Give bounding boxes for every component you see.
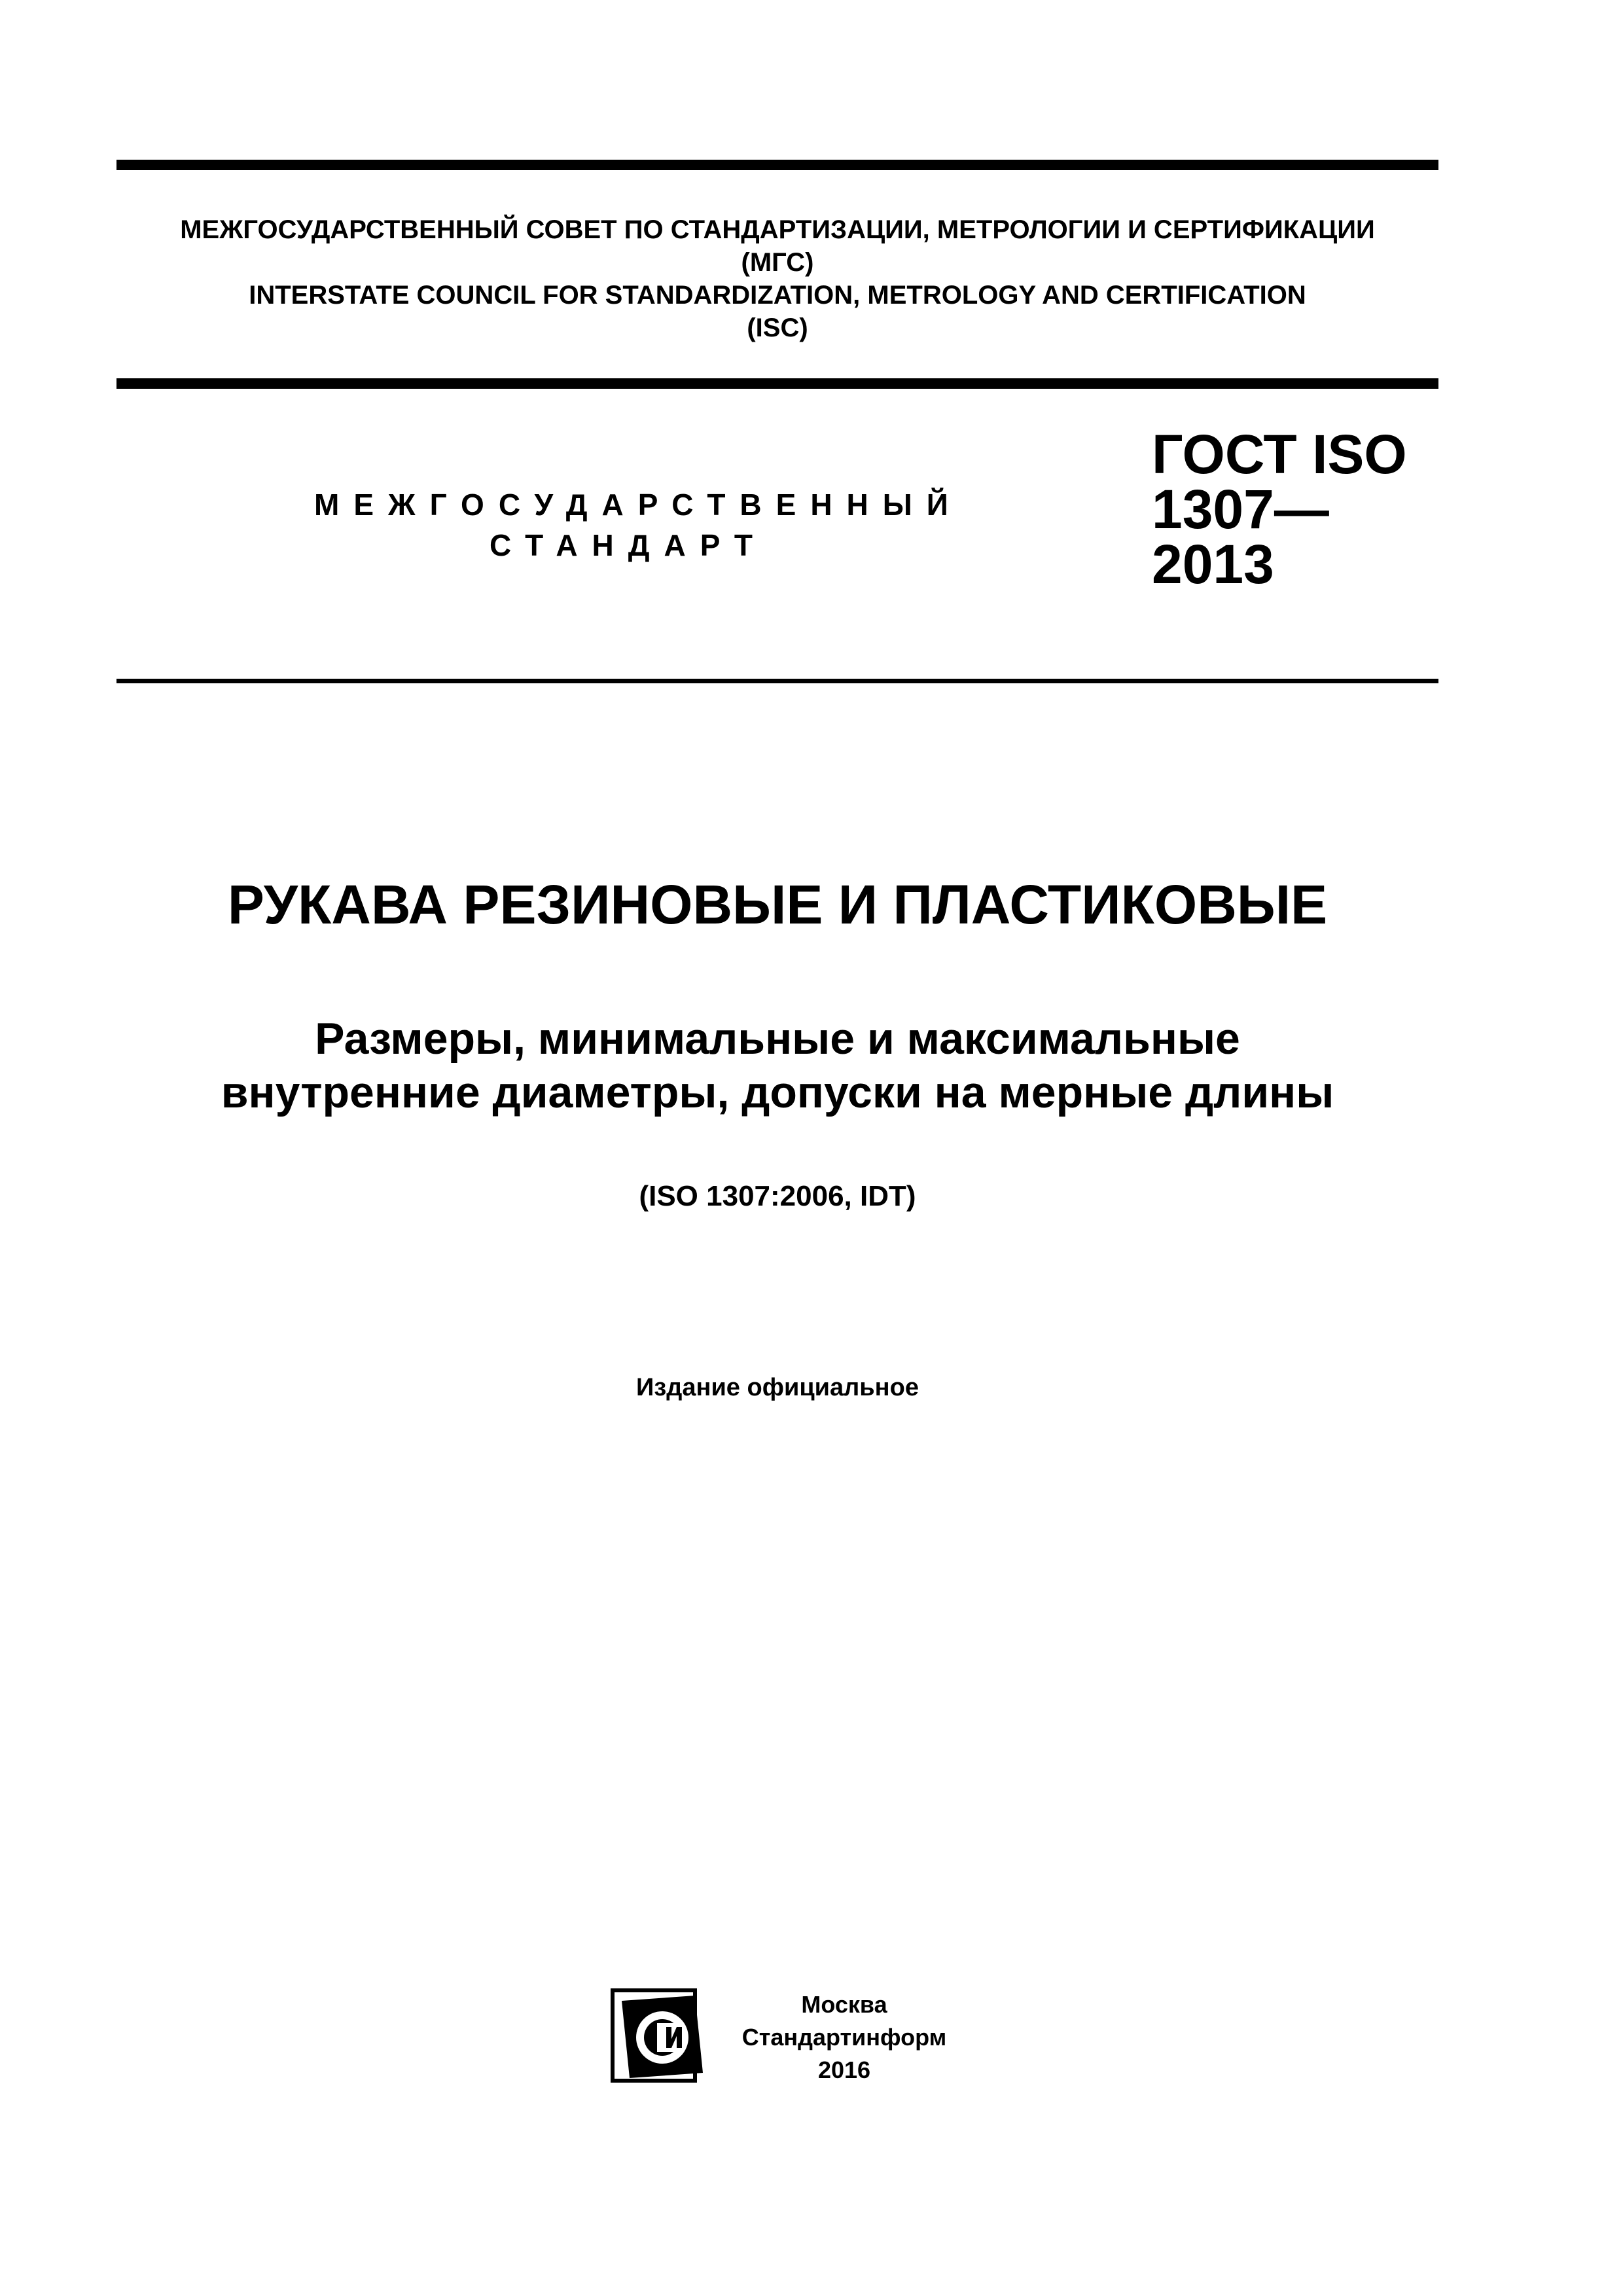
edition-note: Издание официальное <box>636 1374 919 1401</box>
standartinform-logo-icon <box>609 1986 707 2085</box>
standard-type-line1: МЕЖГОСУДАРСТВЕННЫЙ <box>314 488 963 522</box>
publisher-imprint <box>720 1988 969 2087</box>
document-title: РУКАВА РЕЗИНОВЫЕ И ПЛАСТИКОВЫЕ <box>227 874 1328 935</box>
iso-reference: (ISO 1307:2006, IDT) <box>639 1180 916 1212</box>
document-subtitle <box>116 1012 1438 1119</box>
publisher-name: Стандартинформ <box>741 2024 947 2051</box>
designation-line3: 2013 <box>1152 533 1274 595</box>
council-abbr-en: (ISC) <box>747 314 808 342</box>
publication-year: 2016 <box>817 2056 871 2083</box>
subtitle-line2: внутренние диаметры, допуски на мерные длины <box>221 1067 1334 1117</box>
standard-type-line2: СТАНДАРТ <box>490 528 767 562</box>
council-header <box>116 213 1438 344</box>
subtitle-line1: Размеры, минимальные и максимальные <box>315 1014 1240 1064</box>
council-name-en: INTERSTATE COUNCIL FOR STANDARDIZATION, METROLOGY AND CERTIFICATION <box>249 281 1306 310</box>
header-rule <box>116 679 1438 683</box>
council-abbr-ru: (МГС) <box>741 248 814 277</box>
standard-designation <box>1152 423 1427 595</box>
top-rule <box>116 160 1438 170</box>
council-rule <box>116 378 1438 389</box>
council-name-ru: МЕЖГОСУДАРСТВЕННЫЙ СОВЕТ ПО СТАНДАРТИЗАЦИИ, МЕТРОЛОГИИ И СЕРТИФИКАЦИИ <box>180 215 1375 244</box>
publisher-city: Москва <box>801 1991 887 2018</box>
standard-type-label <box>314 484 963 565</box>
designation-line2: 1307— <box>1152 478 1329 540</box>
designation-line1: ГОСТ ISO <box>1152 423 1407 485</box>
